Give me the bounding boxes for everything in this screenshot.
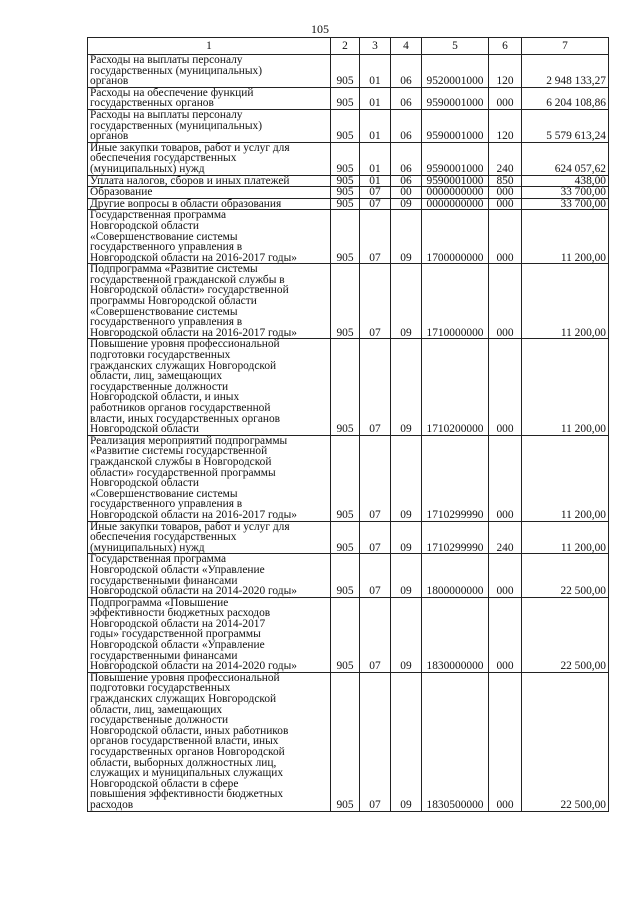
row-grbs: 905 — [331, 672, 360, 811]
row-name: Подпрограмма «Повышение эффективности бюджетных расходов Новгородской области на 2014-2017 годы» государственной программы Новгородской области «Управление государственными финансами Новгородской области на 2014-2020 годы» — [88, 597, 331, 672]
row-grbs: 905 — [331, 264, 360, 339]
row-target-article: 0000000000 — [422, 187, 489, 199]
row-grbs: 905 — [331, 109, 360, 142]
row-grbs: 905 — [331, 55, 360, 88]
page-number: 105 — [311, 22, 329, 36]
table-row — [88, 198, 609, 210]
row-subsection: 06 — [391, 109, 422, 142]
row-expense-type: 000 — [489, 198, 522, 210]
row-expense-type: 000 — [489, 187, 522, 199]
row-target-article: 1830500000 — [422, 672, 489, 811]
row-name: Государственная программа Новгородской области «Управление государственными финансами Новгородской области на 2014-2020 годы» — [88, 554, 331, 597]
row-expense-type: 000 — [489, 264, 522, 339]
row-section: 07 — [360, 198, 391, 210]
row-amount: 22 500,00 — [522, 672, 609, 811]
row-target-article: 1700000000 — [422, 210, 489, 264]
row-target-article: 1710299990 — [422, 435, 489, 521]
row-grbs: 905 — [331, 554, 360, 597]
table-row — [88, 142, 609, 175]
header-cell-expense-type: 6 — [489, 38, 522, 55]
row-grbs: 905 — [331, 521, 360, 554]
row-amount: 438,00 — [522, 175, 609, 187]
row-section: 07 — [360, 187, 391, 199]
header-cell-subsection: 4 — [391, 38, 422, 55]
row-section: 07 — [360, 339, 391, 435]
row-subsection: 09 — [391, 435, 422, 521]
budget-table — [87, 37, 609, 812]
row-amount: 11 200,00 — [522, 339, 609, 435]
row-grbs: 905 — [331, 87, 360, 109]
table-row — [88, 187, 609, 199]
row-amount: 33 700,00 — [522, 198, 609, 210]
row-section: 07 — [360, 435, 391, 521]
row-grbs: 905 — [331, 187, 360, 199]
table-row — [88, 672, 609, 811]
table-row — [88, 55, 609, 88]
row-target-article: 1800000000 — [422, 554, 489, 597]
table-row — [88, 210, 609, 264]
row-name: Расходы на обеспечение функций государственных органов — [88, 87, 331, 109]
row-section: 07 — [360, 521, 391, 554]
row-section: 01 — [360, 109, 391, 142]
row-section: 01 — [360, 142, 391, 175]
row-name: Уплата налогов, сборов и иных платежей — [88, 175, 331, 187]
row-name: Расходы на выплаты персоналу государственных (муниципальных) органов — [88, 109, 331, 142]
row-grbs: 905 — [331, 175, 360, 187]
row-section: 07 — [360, 672, 391, 811]
row-amount: 33 700,00 — [522, 187, 609, 199]
row-name: Повышение уровня профессиональной подготовки государственных гражданских служащих Новгородской области, лиц, замещающих государственные должности Новгородской области, и иных работников органов государственной власти, иных государственных органов Новгородской области — [88, 339, 331, 435]
row-expense-type: 000 — [489, 210, 522, 264]
row-amount: 11 200,00 — [522, 435, 609, 521]
row-name: Другие вопросы в области образования — [88, 198, 331, 210]
row-name: Иные закупки товаров, работ и услуг для обеспечения государственных (муниципальных) нужд — [88, 142, 331, 175]
row-target-article: 9590001000 — [422, 109, 489, 142]
row-expense-type: 850 — [489, 175, 522, 187]
row-target-article: 9590001000 — [422, 142, 489, 175]
row-amount: 22 500,00 — [522, 554, 609, 597]
row-name: Иные закупки товаров, работ и услуг для обеспечения государственных (муниципальных) нужд — [88, 521, 331, 554]
row-subsection: 09 — [391, 198, 422, 210]
row-amount: 2 948 133,27 — [522, 55, 609, 88]
row-expense-type: 120 — [489, 55, 522, 88]
row-subsection: 09 — [391, 339, 422, 435]
table-row — [88, 554, 609, 597]
row-amount: 22 500,00 — [522, 597, 609, 672]
row-target-article: 1710200000 — [422, 339, 489, 435]
row-grbs: 905 — [331, 198, 360, 210]
row-section: 01 — [360, 55, 391, 88]
row-target-article: 1710299990 — [422, 521, 489, 554]
row-amount: 5 579 613,24 — [522, 109, 609, 142]
row-subsection: 09 — [391, 597, 422, 672]
row-name: Подпрограмма «Развитие системы государственной гражданской службы в Новгородской области» государственной программы Новгородской области «Совершенствование системы государственного управления в Новгородской области на 2016-2017 годы» — [88, 264, 331, 339]
header-cell-amount: 7 — [522, 38, 609, 55]
row-subsection: 09 — [391, 264, 422, 339]
row-expense-type: 000 — [489, 435, 522, 521]
row-subsection: 06 — [391, 142, 422, 175]
row-section: 01 — [360, 175, 391, 187]
table-row — [88, 175, 609, 187]
row-target-article: 1830000000 — [422, 597, 489, 672]
row-grbs: 905 — [331, 142, 360, 175]
row-name: Реализация мероприятий подпрограммы «Развитие системы государственной гражданской службы в Новгородской области» государственной программы Новгородской области «Совершенствование системы государственного управления в Новгородской области на 2016-2017 годы» — [88, 435, 331, 521]
row-subsection: 09 — [391, 672, 422, 811]
row-amount: 11 200,00 — [522, 521, 609, 554]
row-expense-type: 000 — [489, 554, 522, 597]
table-row — [88, 435, 609, 521]
row-expense-type: 000 — [489, 597, 522, 672]
table-body — [88, 55, 609, 812]
row-expense-type: 000 — [489, 87, 522, 109]
row-amount: 11 200,00 — [522, 264, 609, 339]
row-grbs: 905 — [331, 339, 360, 435]
row-target-article: 1710000000 — [422, 264, 489, 339]
row-subsection: 09 — [391, 210, 422, 264]
row-subsection: 09 — [391, 521, 422, 554]
row-section: 07 — [360, 597, 391, 672]
row-subsection: 00 — [391, 187, 422, 199]
table-row — [88, 87, 609, 109]
row-target-article: 9590001000 — [422, 87, 489, 109]
header-cell-name: 1 — [88, 38, 331, 55]
header-cell-target-article: 5 — [422, 38, 489, 55]
row-name: Государственная программа Новгородской области «Совершенствование системы государственного управления в Новгородской области на 2016-2017 годы» — [88, 210, 331, 264]
row-grbs: 905 — [331, 210, 360, 264]
row-target-article: 0000000000 — [422, 198, 489, 210]
row-expense-type: 240 — [489, 142, 522, 175]
row-amount: 11 200,00 — [522, 210, 609, 264]
row-name: Расходы на выплаты персоналу государственных (муниципальных) органов — [88, 55, 331, 88]
row-subsection: 06 — [391, 55, 422, 88]
row-expense-type: 240 — [489, 521, 522, 554]
row-amount: 6 204 108,86 — [522, 87, 609, 109]
row-target-article: 9520001000 — [422, 55, 489, 88]
row-subsection: 06 — [391, 175, 422, 187]
row-section: 07 — [360, 554, 391, 597]
row-grbs: 905 — [331, 435, 360, 521]
row-amount: 624 057,62 — [522, 142, 609, 175]
row-target-article: 9590001000 — [422, 175, 489, 187]
row-subsection: 09 — [391, 554, 422, 597]
row-name: Повышение уровня профессиональной подготовки государственных гражданских служащих Новгородской области, лиц, замещающих государственные должности Новгородской области, иных работников органов государственной власти, иных государственных органов Новгородской области, выборных должностных лиц, служащих и муниципальных служащих Новгородской области в сфере повышения эффективности бюджетных расходов — [88, 672, 331, 811]
row-expense-type: 120 — [489, 109, 522, 142]
row-subsection: 06 — [391, 87, 422, 109]
header-row — [88, 38, 609, 55]
row-expense-type: 000 — [489, 339, 522, 435]
row-section: 01 — [360, 87, 391, 109]
row-name: Образование — [88, 187, 331, 199]
row-grbs: 905 — [331, 597, 360, 672]
row-section: 07 — [360, 210, 391, 264]
table-row — [88, 109, 609, 142]
row-section: 07 — [360, 264, 391, 339]
table-row — [88, 264, 609, 339]
header-cell-grbs: 2 — [331, 38, 360, 55]
table-row — [88, 597, 609, 672]
table-row — [88, 521, 609, 554]
header-cell-section: 3 — [360, 38, 391, 55]
table-row — [88, 339, 609, 435]
row-expense-type: 000 — [489, 672, 522, 811]
